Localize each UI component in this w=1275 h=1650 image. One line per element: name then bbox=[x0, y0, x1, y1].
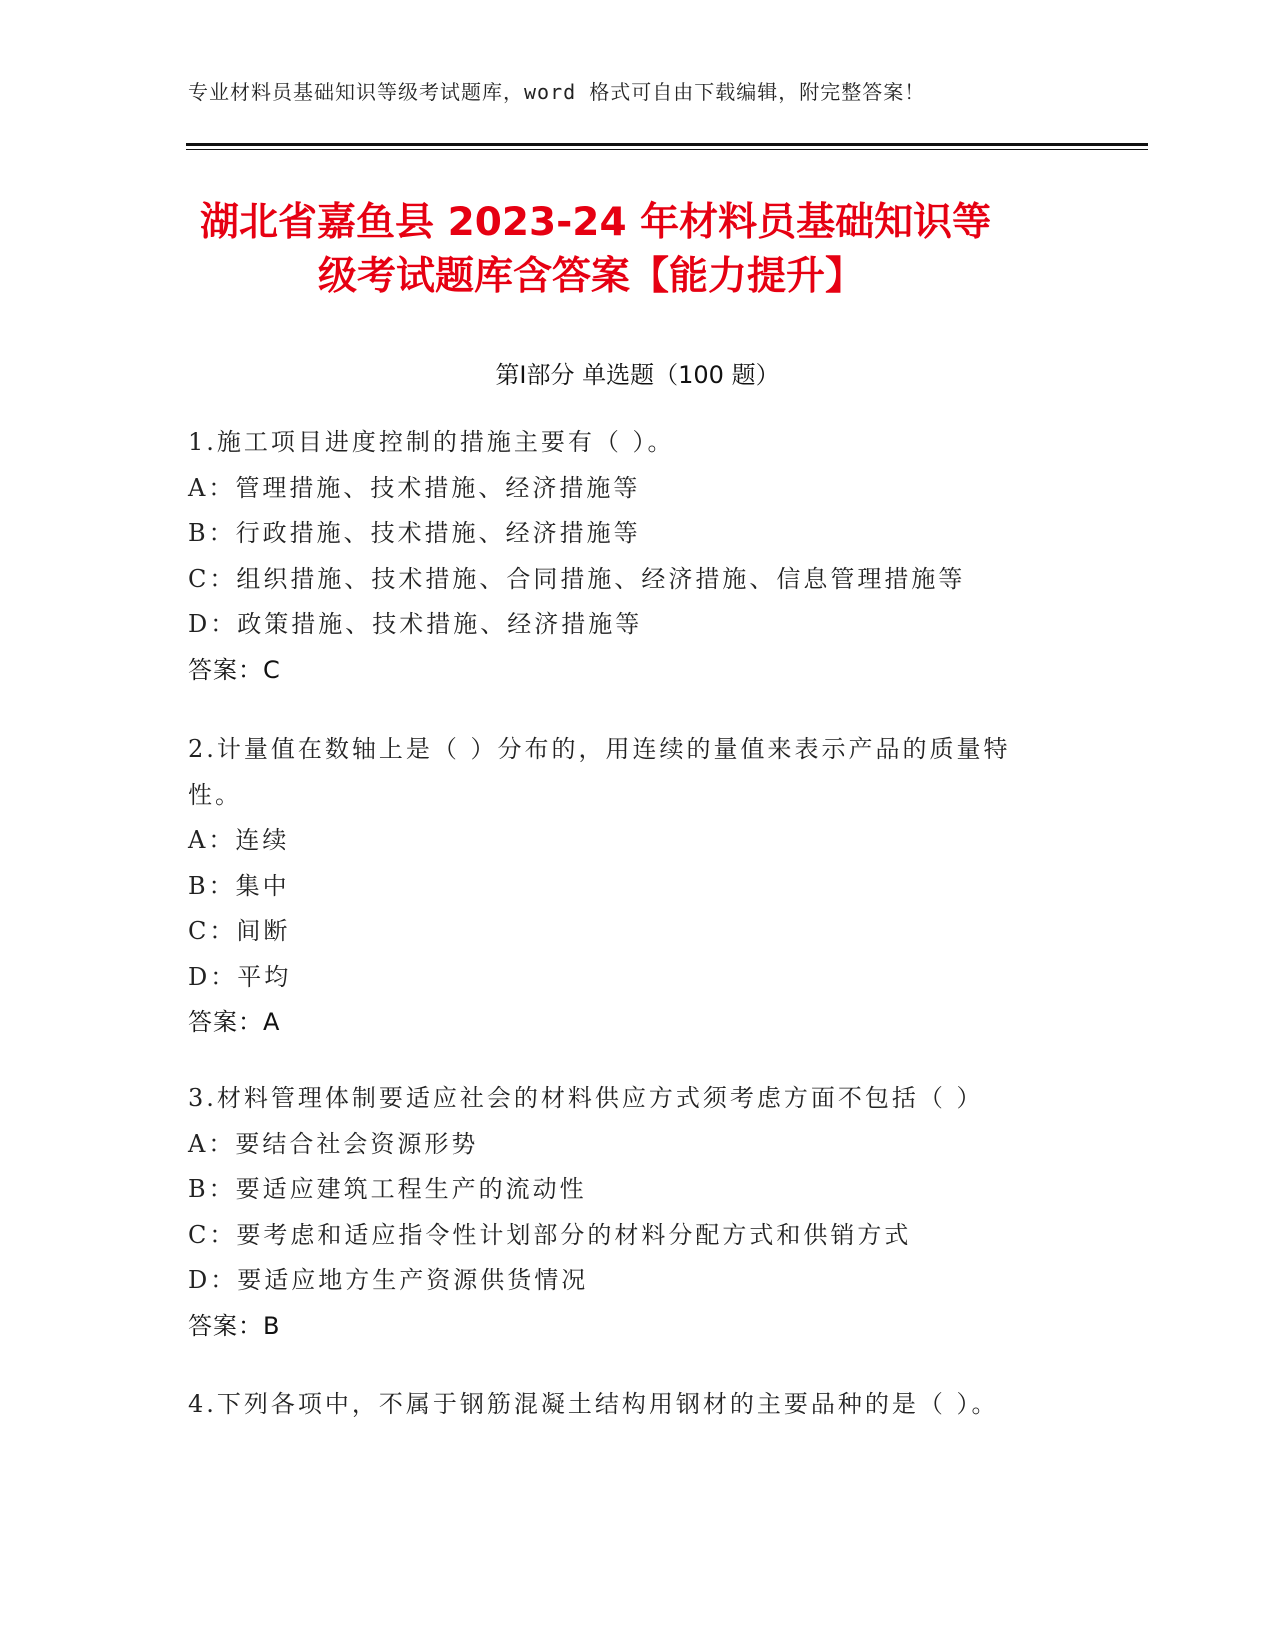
option-d: D：政策措施、技术措施、经济措施等 bbox=[188, 610, 643, 638]
question-2 bbox=[188, 727, 1088, 1046]
header-rule-thick bbox=[186, 143, 1148, 146]
question-stem-line-1: 2.计量值在数轴上是（ ）分布的，用连续的量值来表示产品的质量特 bbox=[188, 735, 1011, 763]
question-3 bbox=[188, 1076, 1088, 1349]
header-rule-thin bbox=[186, 149, 1148, 150]
option-b: B：行政措施、技术措施、经济措施等 bbox=[188, 519, 641, 547]
option-d: D：要适应地方生产资源供货情况 bbox=[188, 1266, 589, 1294]
option-c: C：间断 bbox=[188, 917, 291, 945]
option-a: A：连续 bbox=[188, 826, 290, 854]
option-a: A：要结合社会资源形势 bbox=[188, 1129, 479, 1158]
option-c: C：要考虑和适应指令性计划部分的材料分配方式和供销方式 bbox=[188, 1220, 912, 1249]
answer: 答案：A bbox=[188, 1008, 281, 1036]
header-note: 专业材料员基础知识等级考试题库，word 格式可自由下载编辑，附完整答案！ bbox=[188, 80, 926, 104]
question-4 bbox=[188, 1382, 1088, 1428]
section-heading: 第Ⅰ部分 单选题（100 题） bbox=[495, 361, 780, 389]
option-d: D：平均 bbox=[188, 962, 292, 991]
question-stem: 1.施工项目进度控制的措施主要有（ ）。 bbox=[188, 428, 675, 456]
document-title bbox=[0, 196, 1275, 304]
title-line-2: 级考试题库含答案【能力提升】 bbox=[318, 254, 865, 299]
answer: 答案：B bbox=[188, 1311, 281, 1340]
question-1 bbox=[188, 420, 1088, 693]
question-stem-line-2: 性。 bbox=[188, 780, 242, 809]
title-line-1: 湖北省嘉鱼县 2023-24 年材料员基础知识等 bbox=[200, 200, 992, 245]
option-b: B：要适应建筑工程生产的流动性 bbox=[188, 1175, 587, 1203]
answer: 答案：C bbox=[188, 655, 281, 684]
question-stem: 4.下列各项中，不属于钢筋混凝土结构用钢材的主要品种的是（ ）。 bbox=[188, 1390, 999, 1418]
option-c: C：组织措施、技术措施、合同措施、经济措施、信息管理措施等 bbox=[188, 564, 966, 593]
question-stem: 3.材料管理体制要适应社会的材料供应方式须考虑方面不包括（ ） bbox=[188, 1084, 984, 1112]
option-a: A：管理措施、技术措施、经济措施等 bbox=[188, 473, 641, 502]
option-b: B：集中 bbox=[188, 871, 290, 900]
